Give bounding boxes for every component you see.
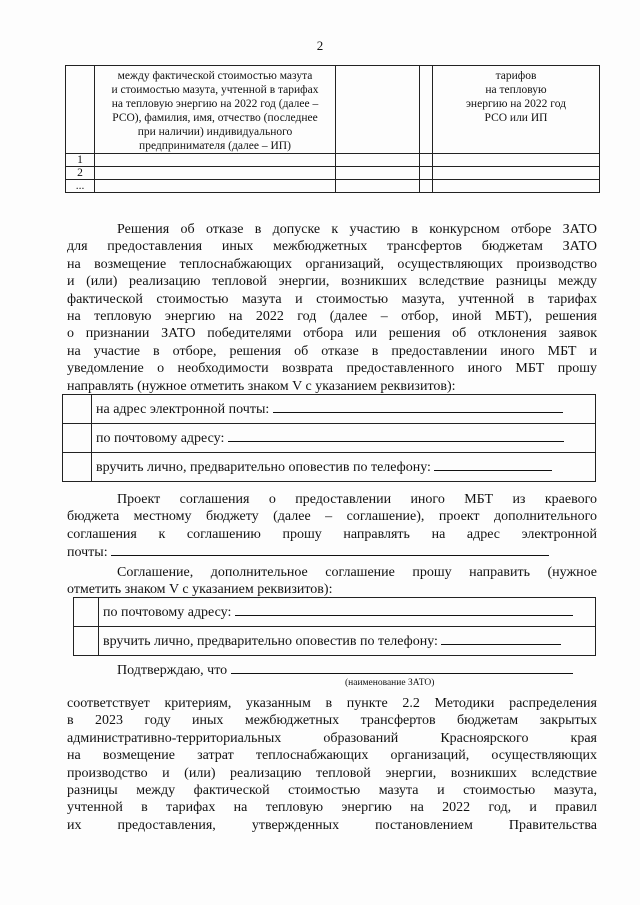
option-label-phone: вручить лично, предварительно оповестив по телефону: [96,460,431,475]
delivery-options-table [62,394,596,482]
table-row [66,167,600,180]
row-number: 2 [66,167,95,180]
row-number: ... [66,180,95,193]
table-row [66,180,600,193]
option-checkbox[interactable] [63,424,92,453]
confirm-label: Подтверждаю, что [117,663,228,678]
option-label-phone: вручить лично, предварительно оповестив по телефону: [103,634,438,649]
agreement-email-field[interactable] [111,543,549,556]
organizations-table [65,65,600,193]
option-checkbox[interactable] [74,598,99,627]
table-header-row [66,66,600,154]
field-caption: (наименование ЗАТО) [345,678,435,688]
option-label-email: на адрес электронной почты: [96,402,270,417]
zato-name-field[interactable] [231,661,573,674]
paragraph-agreement-send: Соглашение, дополнительное соглашение прошу направить (нужное отметить знаком V с указанием реквизитов): [67,565,597,598]
agreement-delivery-table [73,597,596,656]
paragraph-confirmation: соответствует критериям, указанным в пункте 2.2 Методики распределения в 2023 году иных межбюджетных трансфертов бюджетам закрытых административно-территориальных образований Красноярского края на возмещение затрат теплоснабжающих организаций, осуществляющих производство и (или) реализацию тепловой энергии, возникших вследствие разницы между фактической стоимостью мазута и стоимостью мазута, учтенной в тарифах на тепловую энергию на 2022 год, и правил их предоставления, утвержденных постановлением Правительства [67,696,597,833]
page-number: 2 [316,38,324,53]
email-field[interactable] [273,400,563,413]
column-header-tariff: тарифов на тепловую энергию на 2022 год РСО или ИП [433,66,600,154]
postal-address-field[interactable] [228,429,564,442]
row-number: 1 [66,154,95,167]
option-checkbox[interactable] [63,395,92,424]
option-checkbox[interactable] [74,627,99,656]
option-label-post: по почтовому адресу: [96,431,225,446]
option-checkbox[interactable] [63,453,92,482]
table-row [66,154,600,167]
option-row[interactable] [63,424,596,453]
paragraph-decisions: Решения об отказе в допуске к участию в конкурсном отборе ЗАТО для предоставления иных межбюджетных трансфертов бюджетам ЗАТО на возмещение теплоснабжающих организаций, осуществляющих производство и (или) реализацию тепловой энергии, возникших вследствие разницы между фактической стоимостью мазута и стоимостью мазута, учтенной в тарифах на тепловую энергию на 2022 год (далее – отбор, иной МБТ), решения о признании ЗАТО победителями отбора или решения об отклонения заявок на участие в отборе, решения об отказе в предоставлении иного МБТ и уведомление о необходимости возврата предоставленного иного МБТ прошу направлять (нужное отметить знаком V с указанием реквизитов): [67,222,597,394]
phone-field[interactable] [434,458,552,471]
option-label-post: по почтовому адресу: [103,605,232,620]
option-row[interactable] [74,598,596,627]
option-row[interactable] [74,627,596,656]
column-header-name: между фактической стоимостью мазута и стоимостью мазута, учтенной в тарифах на тепловую энергию на 2022 год (далее – РСО), фамилия, имя, отчество (последнее при наличии) индивидуального предпринимателя (далее – ИП) [95,66,336,154]
postal-address-field[interactable] [235,603,573,616]
phone-field[interactable] [441,632,561,645]
confirm-line [67,661,597,678]
option-row[interactable] [63,453,596,482]
paragraph-agreement-draft: Проект соглашения о предоставлении иного МБТ из краевого бюджета местному бюджету (далее – соглашение), проект дополнительного соглашения к соглашению прошу направлять на адрес электронной почты: [67,492,597,561]
option-row[interactable] [63,395,596,424]
